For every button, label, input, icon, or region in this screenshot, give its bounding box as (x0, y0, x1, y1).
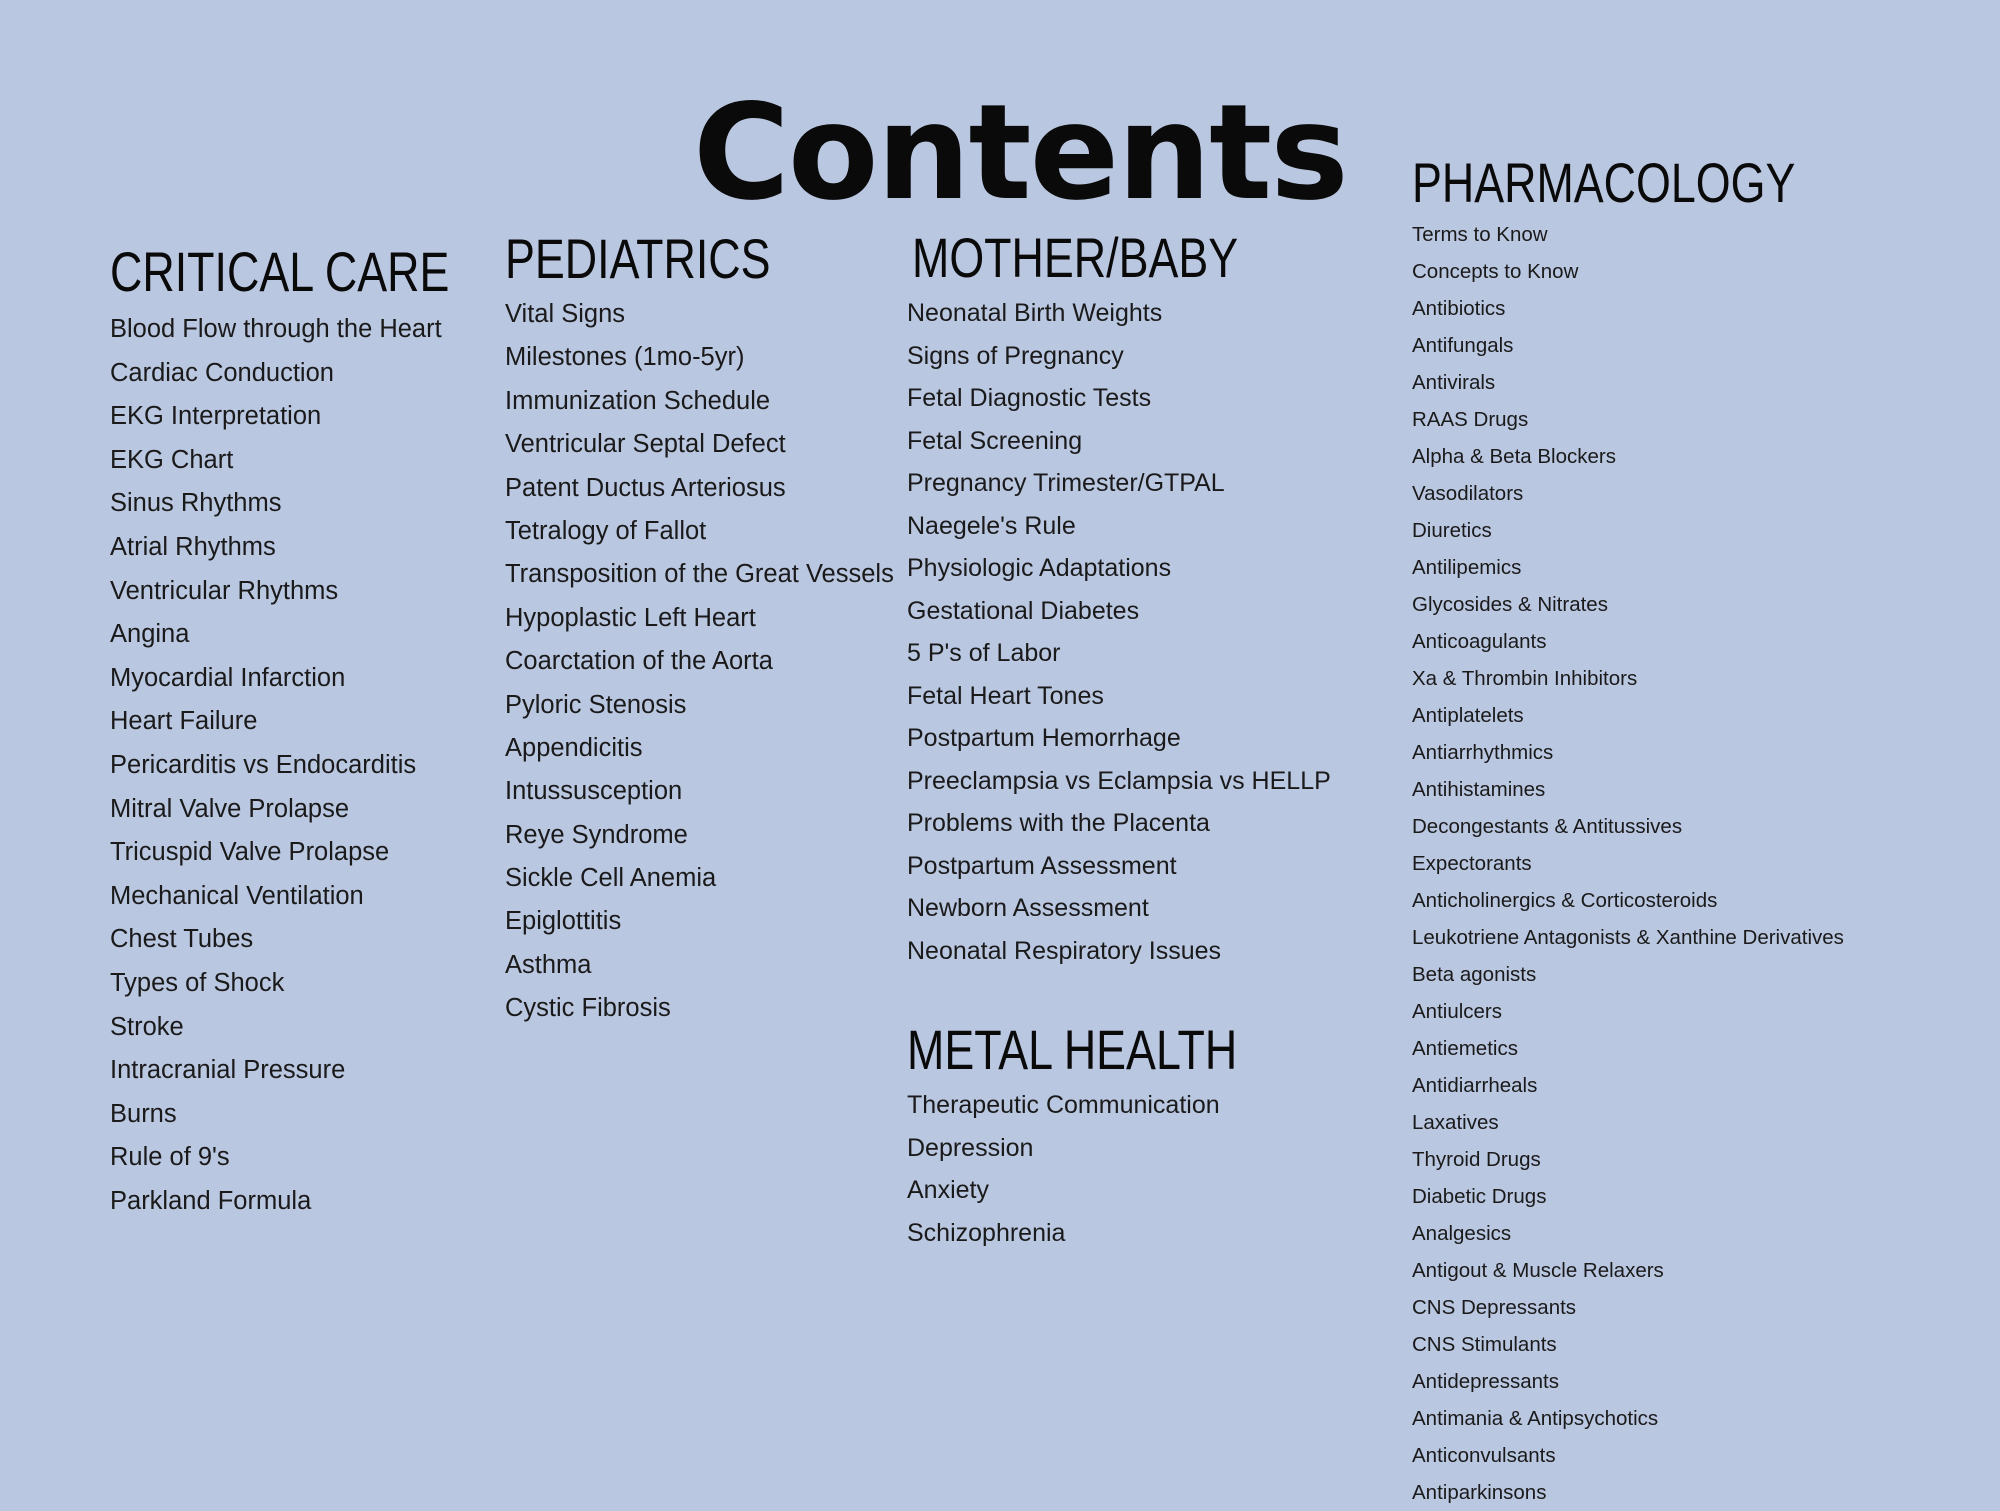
contents-entry: Pericarditis vs Endocarditis (110, 750, 417, 779)
contents-entry: Burns (110, 1099, 177, 1128)
contents-entry: Fetal Screening (907, 426, 1083, 455)
contents-entry: Vital Signs (505, 300, 626, 328)
contents-entry: Antivirals (1412, 371, 1496, 394)
contents-entry: Anticoagulants (1412, 630, 1547, 653)
contents-entry: Ventricular Septal Defect (505, 430, 786, 459)
contents-entry: Decongestants & Antitussives (1412, 815, 1683, 838)
critical-care-list (110, 308, 534, 1223)
contents-entry: Coarctation of the Aorta (505, 647, 773, 676)
contents-entry: Patent Ductus Arteriosus (505, 473, 786, 502)
contents-entry: Anxiety (907, 1176, 989, 1204)
contents-entry: Reye Syndrome (505, 820, 688, 849)
mental-health-list (907, 1084, 1320, 1254)
contents-entry: Angina (110, 620, 190, 649)
contents-entry: Schizophrenia (907, 1218, 1066, 1247)
contents-entry: Thyroid Drugs (1412, 1148, 1541, 1171)
contents-entry: Postpartum Hemorrhage (907, 724, 1181, 752)
contents-entry: Antidepressants (1412, 1370, 1560, 1393)
section-heading-mother-baby: MOTHER/BABY (912, 226, 1239, 289)
section-mental-health (907, 1016, 1320, 1254)
contents-entry: Rule of 9's (110, 1143, 230, 1172)
contents-entry: EKG Interpretation (110, 402, 322, 431)
contents-entry: Depression (907, 1133, 1034, 1162)
section-heading-pharmacology: PHARMACOLOGY (1412, 151, 1796, 214)
contents-entry: Stroke (110, 1012, 184, 1041)
contents-entry: Antihistamines (1412, 778, 1546, 801)
contents-entry: Antifungals (1412, 334, 1514, 357)
contents-entry: Asthma (505, 950, 592, 979)
contents-entry: Gestational Diabetes (907, 596, 1140, 625)
contents-entry: CNS Depressants (1412, 1296, 1577, 1319)
contents-entry: Analgesics (1412, 1222, 1512, 1245)
contents-entry: Naegele's Rule (907, 511, 1076, 540)
contents-entry: Antiarrhythmics (1412, 741, 1554, 764)
contents-entry: Signs of Pregnancy (907, 341, 1124, 370)
pediatrics-list (505, 293, 894, 1031)
contents-entry: Diuretics (1412, 519, 1492, 542)
contents-entry: Fetal Diagnostic Tests (907, 384, 1152, 412)
contents-entry: Atrial Rhythms (110, 532, 276, 561)
contents-entry: Beta agonists (1412, 963, 1537, 986)
contents-entry: Ventricular Rhythms (110, 576, 339, 605)
contents-entry: Antidiarrheals (1412, 1074, 1538, 1097)
contents-entry: Chest Tubes (110, 925, 254, 954)
contents-entry: Newborn Assessment (907, 894, 1149, 922)
contents-entry: Alpha & Beta Blockers (1412, 445, 1616, 468)
section-critical-care (110, 238, 534, 1223)
contents-entry: Laxatives (1412, 1111, 1499, 1134)
section-pharmacology (1412, 150, 1891, 1511)
contents-entry: Tricuspid Valve Prolapse (110, 838, 390, 867)
contents-entry: CNS Stimulants (1412, 1333, 1557, 1356)
contents-entry: Physiologic Adaptations (907, 554, 1172, 582)
contents-entry: Neonatal Birth Weights (907, 299, 1163, 327)
contents-entry: Parkland Formula (110, 1186, 312, 1215)
contents-entry: Sickle Cell Anemia (505, 864, 717, 893)
section-heading-mental-health: METAL HEALTH (907, 1018, 1238, 1081)
contents-entry: Preeclampsia vs Eclampsia vs HELLP (907, 766, 1331, 795)
contents-entry: Sinus Rhythms (110, 489, 282, 518)
contents-entry: 5 P's of Labor (907, 639, 1061, 667)
contents-entry: Leukotriene Antagonists & Xanthine Derivatives (1412, 926, 1844, 949)
contents-entry: Problems with the Placenta (907, 809, 1210, 837)
section-heading-critical-care: CRITICAL CARE (110, 240, 450, 303)
contents-entry: Neonatal Respiratory Issues (907, 936, 1222, 965)
contents-entry: Milestones (1mo-5yr) (505, 343, 745, 372)
contents-entry: Intussusception (505, 777, 683, 806)
contents-entry: Antigout & Muscle Relaxers (1412, 1259, 1664, 1282)
contents-entry: Anticonvulsants (1412, 1444, 1556, 1467)
pharmacology-list (1412, 216, 1891, 1511)
section-mother-baby (907, 224, 1331, 972)
contents-entry: EKG Chart (110, 445, 234, 474)
contents-entry: Anticholinergics & Corticosteroids (1412, 889, 1718, 912)
contents-entry: Cystic Fibrosis (505, 994, 671, 1023)
contents-entry: Xa & Thrombin Inhibitors (1412, 667, 1638, 690)
contents-entry: Antilipemics (1412, 556, 1522, 579)
contents-entry: Diabetic Drugs (1412, 1185, 1547, 1208)
contents-entry: Therapeutic Communication (907, 1091, 1220, 1119)
contents-entry: Tetralogy of Fallot (505, 516, 707, 545)
contents-entry: Transposition of the Great Vessels (505, 560, 894, 589)
contents-entry: Antiemetics (1412, 1037, 1518, 1060)
contents-entry: Postpartum Assessment (907, 851, 1177, 880)
page-title: Contents (693, 76, 1347, 230)
contents-entry: Antiparkinsons (1412, 1481, 1547, 1504)
contents-entry: Antimania & Antipsychotics (1412, 1407, 1659, 1430)
contents-entry: Types of Shock (110, 968, 285, 997)
contents-entry: Myocardial Infarction (110, 663, 346, 692)
contents-entry: Mitral Valve Prolapse (110, 794, 350, 823)
contents-entry: Pyloric Stenosis (505, 690, 687, 719)
contents-entry: Cardiac Conduction (110, 358, 334, 387)
mother-baby-list (907, 292, 1331, 972)
contents-entry: Pregnancy Trimester/GTPAL (907, 469, 1225, 497)
contents-entry: Intracranial Pressure (110, 1056, 346, 1085)
contents-entry: Antiplatelets (1412, 704, 1524, 727)
contents-entry: Antiulcers (1412, 1000, 1503, 1023)
contents-entry: RAAS Drugs (1412, 408, 1529, 431)
contents-entry: Fetal Heart Tones (907, 681, 1104, 710)
contents-entry: Heart Failure (110, 707, 258, 736)
contents-entry: Terms to Know (1412, 223, 1548, 246)
contents-entry: Hypoplastic Left Heart (505, 603, 756, 632)
contents-entry: Blood Flow through the Heart (110, 315, 442, 343)
section-pediatrics (505, 225, 894, 1031)
contents-entry: Antibiotics (1412, 297, 1506, 320)
section-heading-pediatrics: PEDIATRICS (505, 227, 771, 290)
contents-entry: Immunization Schedule (505, 386, 771, 415)
contents-entry: Glycosides & Nitrates (1412, 593, 1608, 616)
contents-entry: Vasodilators (1412, 482, 1524, 505)
contents-entry: Concepts to Know (1412, 260, 1579, 283)
contents-entry: Epiglottitis (505, 907, 622, 936)
contents-entry: Appendicitis (505, 733, 643, 762)
contents-entry: Expectorants (1412, 852, 1532, 875)
contents-entry: Mechanical Ventilation (110, 881, 364, 910)
